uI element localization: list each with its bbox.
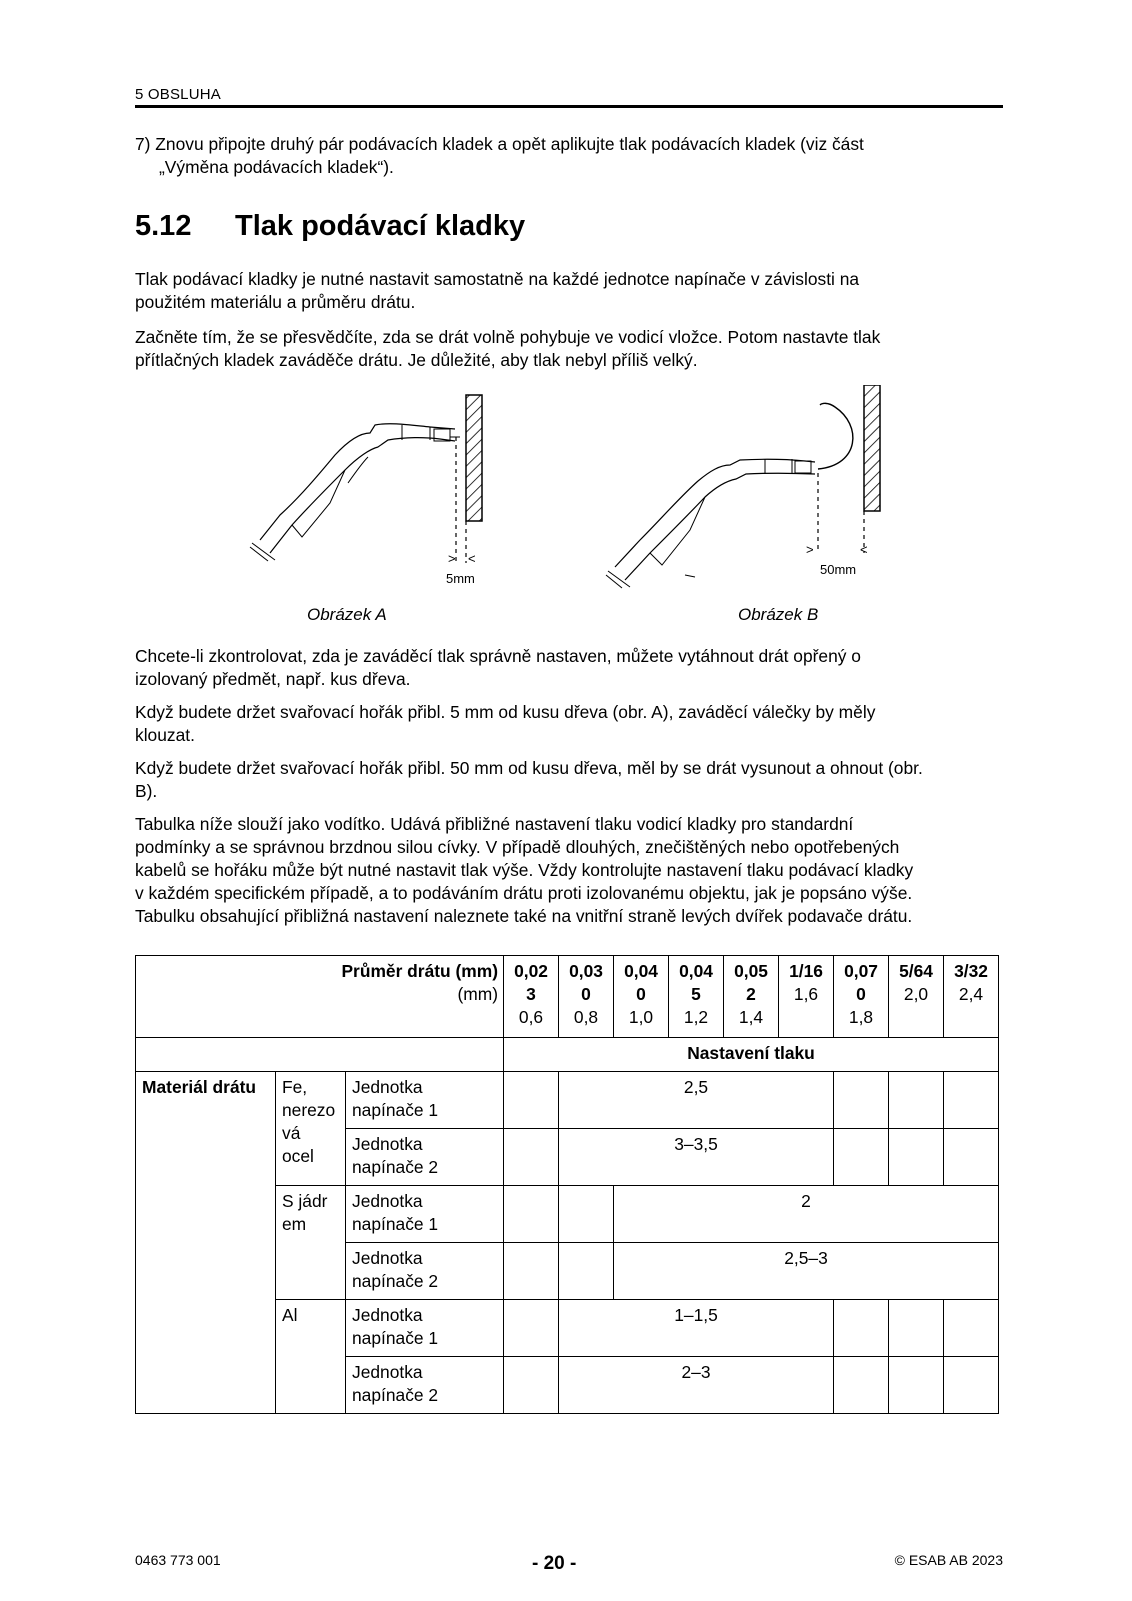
- material-text: S jádr: [282, 1191, 328, 1211]
- empty-cell: [944, 1300, 999, 1357]
- paragraph-line: izolovaný předmět, např. kus dřeva.: [135, 669, 411, 689]
- paragraph-line: Když budete držet svařovací hořák přibl. 5 mm od kusu dřeva (obr. A), zaváděcí válečky by měly: [135, 702, 876, 722]
- diameter-inch: 0: [581, 984, 591, 1004]
- diameter-mm: 0,6: [518, 1007, 544, 1027]
- empty-cell: [944, 1129, 999, 1186]
- tension-unit-1: [346, 1300, 504, 1357]
- material-text: nerezo: [282, 1100, 336, 1120]
- diameter-sub-label: (mm): [457, 984, 498, 1004]
- pressure-value: 3–3,5: [559, 1129, 834, 1186]
- step-7-line-2: „Výměna podávacích kladek“).: [159, 157, 394, 177]
- paragraph-line: B).: [135, 781, 158, 801]
- paragraph-intro: [135, 268, 859, 314]
- figure-b-bent-wire: [818, 403, 853, 469]
- diameter-col-9: [944, 956, 999, 1038]
- tension-unit-2: [346, 1243, 504, 1300]
- paragraph-line: kabelů se hořáku může být nutné nastavit tlak výše. Vždy kontrolujte nastavení tlaku podávací kladky: [135, 860, 914, 880]
- tension-unit-2: [346, 1129, 504, 1186]
- diameter-col-3: [614, 956, 669, 1038]
- empty-cell: [834, 1300, 889, 1357]
- material-text: Fe,: [282, 1077, 308, 1097]
- material-label: Materiál drátu: [136, 1072, 276, 1414]
- paragraph-line: Tlak podávací kladky je nutné nastavit samostatně na každé jednotce napínače v závislosti na: [135, 269, 860, 289]
- section-heading: [135, 210, 525, 243]
- pressure-table: [135, 955, 999, 1414]
- diameter-mm: 1,0: [628, 1007, 654, 1027]
- doc-number: 0463 773 001: [135, 1552, 221, 1568]
- empty-cell: [504, 1186, 559, 1243]
- diameter-mm: 1,8: [848, 1007, 874, 1027]
- empty-cell: [559, 1243, 614, 1300]
- empty-cell: [889, 1129, 944, 1186]
- empty-cell: [504, 1072, 559, 1129]
- step-7-line-1: 7) Znovu připojte druhý pár podávacích kladek a opět aplikujte tlak podávacích kladek (viz část: [135, 134, 864, 154]
- pressure-header-row: [136, 1038, 999, 1072]
- diameter-inch: 2: [746, 984, 756, 1004]
- empty-cell: [504, 1129, 559, 1186]
- paragraph-line: přítlačných kladek zaváděče drátu. Je důležité, aby tlak nebyl příliš velký.: [135, 350, 698, 370]
- diameter-inch: 0,02: [514, 961, 548, 981]
- diameter-inch: 0,04: [679, 961, 713, 981]
- material-al: Al: [276, 1300, 346, 1414]
- figure-a-dimension: 5mm: [446, 571, 475, 586]
- tension-unit-text: Jednotka: [352, 1362, 423, 1382]
- copyright: © ESAB AB 2023: [894, 1552, 1003, 1568]
- pressure-value: 1–1,5: [559, 1300, 834, 1357]
- paragraph-check-pressure: [135, 645, 861, 691]
- tension-unit-1: [346, 1072, 504, 1129]
- tension-unit-text: Jednotka: [352, 1248, 423, 1268]
- header-rule: [135, 105, 1003, 108]
- diameter-col-2: [559, 956, 614, 1038]
- paragraph-50mm: [135, 757, 923, 803]
- tension-unit-text: napínače 2: [352, 1271, 439, 1291]
- figure-b-wood-block: [864, 385, 880, 511]
- material-fe: [276, 1072, 346, 1186]
- diameter-inch: 0: [636, 984, 646, 1004]
- arrow-mark: >: [448, 551, 456, 566]
- tension-unit-text: Jednotka: [352, 1134, 423, 1154]
- figure-a-caption: Obrázek A: [307, 605, 387, 624]
- empty-cell: [944, 1357, 999, 1414]
- pressure-value: 2,5: [559, 1072, 834, 1129]
- paragraph-line: použitém materiálu a průměru drátu.: [135, 292, 416, 312]
- torch-figures: [230, 385, 1030, 600]
- diameter-inch: 3: [526, 984, 536, 1004]
- empty-cell: [834, 1357, 889, 1414]
- arrow-mark: <: [468, 551, 476, 566]
- paragraph-table-guide: [135, 813, 913, 928]
- diameter-mm: 0,8: [573, 1007, 599, 1027]
- diameter-mm: 2,4: [958, 984, 984, 1004]
- pressure-header: Nastavení tlaku: [504, 1038, 999, 1072]
- empty-cell: [504, 1300, 559, 1357]
- pressure-value: 2,5–3: [614, 1243, 999, 1300]
- diameter-col-6: [779, 956, 834, 1038]
- tension-unit-1: [346, 1186, 504, 1243]
- diameter-col-1: [504, 956, 559, 1038]
- diameter-col-5: [724, 956, 779, 1038]
- paragraph-check-liner: [135, 326, 880, 372]
- tension-unit-text: napínače 1: [352, 1214, 439, 1234]
- table-row: [136, 1072, 999, 1129]
- tension-unit-text: napínače 1: [352, 1328, 439, 1348]
- empty-cell: [889, 1357, 944, 1414]
- diameter-header-row: [136, 956, 999, 1038]
- diameter-inch: 0,03: [569, 961, 603, 981]
- tension-unit-2: [346, 1357, 504, 1414]
- page-number: - 20 -: [532, 1553, 577, 1574]
- empty-cell: [944, 1072, 999, 1129]
- diameter-col-4: [669, 956, 724, 1038]
- paragraph-line: Tabulku obsahující přibližná nastavení naleznete také na vnitřní straně levých dvířek podavače drátu.: [135, 906, 913, 926]
- pressure-value: 2–3: [559, 1357, 834, 1414]
- diameter-inch: 5/64: [899, 961, 933, 981]
- section-number: 5.12: [135, 210, 192, 242]
- diameter-mm: 1,6: [793, 984, 819, 1004]
- diameter-inch: 0: [856, 984, 866, 1004]
- tension-unit-text: Jednotka: [352, 1305, 423, 1325]
- section-header: 5 OBSLUHA: [135, 86, 221, 103]
- paragraph-line: v každém specifickém případě, a to podáváním drátu proti izolovanému objektu, jak je popsáno výše.: [135, 883, 913, 903]
- empty-cell: [834, 1129, 889, 1186]
- material-text: vá: [282, 1123, 301, 1143]
- paragraph-line: Tabulka níže slouží jako vodítko. Udává přibližné nastavení tlaku vodicí kladky pro standardní: [135, 814, 854, 834]
- material-cored: [276, 1186, 346, 1300]
- diameter-inch: 0,07: [844, 961, 878, 981]
- paragraph-5mm: [135, 701, 875, 747]
- empty-cell: [504, 1357, 559, 1414]
- step-7: [135, 133, 864, 179]
- diameter-col-8: [889, 956, 944, 1038]
- diameter-inch: 1/16: [789, 961, 823, 981]
- diameter-mm: 2,0: [903, 984, 929, 1004]
- paragraph-line: klouzat.: [135, 725, 195, 745]
- diameter-inch: 0,05: [734, 961, 768, 981]
- empty-cell: [559, 1186, 614, 1243]
- empty-cell: [889, 1300, 944, 1357]
- diameter-label-cell: [136, 956, 504, 1038]
- empty-cell: [136, 1038, 504, 1072]
- figure-a-wood-block: [466, 395, 482, 521]
- paragraph-line: Začněte tím, že se přesvědčíte, zda se drát volně pohybuje ve vodicí vložce. Potom nastavte tlak: [135, 327, 881, 347]
- figure-b-caption: Obrázek B: [738, 605, 819, 624]
- paragraph-line: Chcete-li zkontrolovat, zda je zaváděcí tlak správně nastaven, můžete vytáhnout drát opřený o: [135, 646, 861, 666]
- pressure-value: 2: [614, 1186, 999, 1243]
- figure-a-torch: [250, 424, 460, 561]
- material-text: em: [282, 1214, 307, 1234]
- paragraph-line: Když budete držet svařovací hořák přibl. 50 mm od kusu dřeva, měl by se drát vysunout a ohnout (obr.: [135, 758, 923, 778]
- tension-unit-text: Jednotka: [352, 1077, 423, 1097]
- diameter-mm: 1,4: [738, 1007, 764, 1027]
- diameter-col-7: [834, 956, 889, 1038]
- empty-cell: [834, 1072, 889, 1129]
- section-title: Tlak podávací kladky: [235, 210, 526, 242]
- empty-cell: [889, 1072, 944, 1129]
- figure-b-dimension: 50mm: [820, 562, 857, 577]
- empty-cell: [504, 1243, 559, 1300]
- arrow-mark: >: [806, 542, 814, 557]
- tension-unit-text: napínače 1: [352, 1100, 439, 1120]
- arrow-mark: <: [860, 542, 868, 557]
- tension-unit-text: napínače 2: [352, 1157, 439, 1177]
- tension-unit-text: Jednotka: [352, 1191, 423, 1211]
- diameter-inch: 3/32: [954, 961, 988, 981]
- diameter-mm: 1,2: [683, 1007, 709, 1027]
- diameter-label: Průměr drátu (mm): [341, 961, 498, 981]
- material-text: ocel: [282, 1146, 314, 1166]
- paragraph-line: podmínky a se správnou brzdnou silou cívky. V případě dlouhých, znečištěných nebo opotřebených: [135, 837, 900, 857]
- tension-unit-text: napínače 2: [352, 1385, 439, 1405]
- diameter-inch: 5: [691, 984, 701, 1004]
- figure-b-torch: [606, 459, 815, 588]
- diameter-inch: 0,04: [624, 961, 658, 981]
